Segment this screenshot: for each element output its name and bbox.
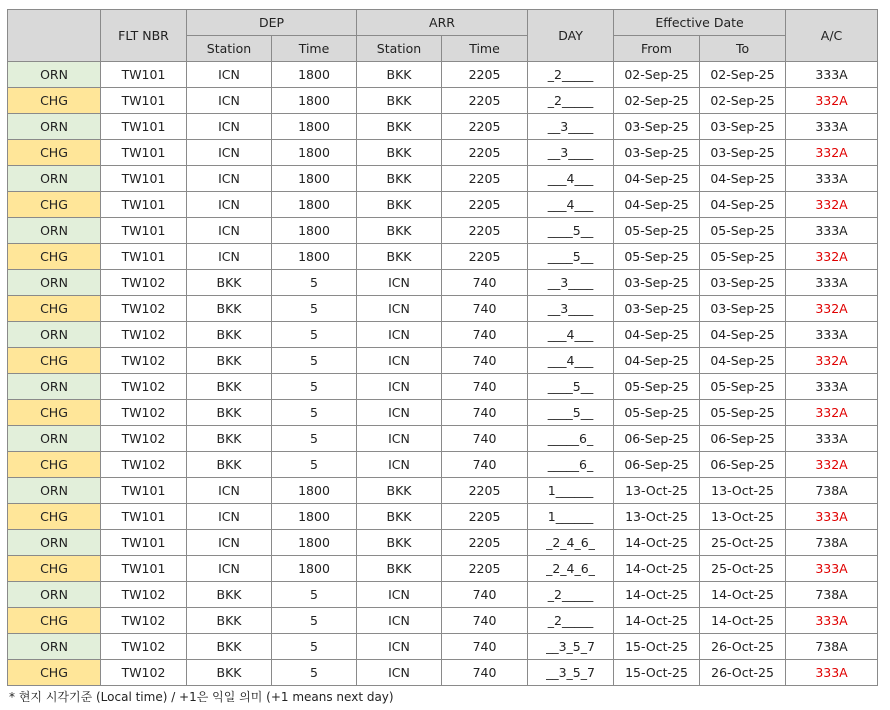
aircraft-cell: 738A — [786, 634, 878, 660]
day-cell: __3____ — [528, 114, 614, 140]
arr-time-cell: 740 — [442, 374, 528, 400]
arr-station-cell: ICN — [357, 322, 442, 348]
dep-time-cell: 5 — [272, 400, 357, 426]
arr-station-cell: BKK — [357, 218, 442, 244]
day-cell: _____6_ — [528, 452, 614, 478]
to-date-cell: 03-Sep-25 — [700, 296, 786, 322]
table-body — [8, 62, 878, 686]
table-row — [8, 530, 878, 556]
dep-time-cell: 1800 — [272, 192, 357, 218]
arr-time-cell: 740 — [442, 426, 528, 452]
arr-time-cell: 740 — [442, 582, 528, 608]
tag-cell: CHG — [8, 504, 101, 530]
day-cell: ___4___ — [528, 348, 614, 374]
dep-time-cell: 1800 — [272, 530, 357, 556]
arr-station-cell: ICN — [357, 400, 442, 426]
aircraft-cell: 333A — [786, 608, 878, 634]
day-cell: _____6_ — [528, 426, 614, 452]
from-date-cell: 13-Oct-25 — [614, 478, 700, 504]
arr-time-cell: 2205 — [442, 62, 528, 88]
from-date-cell: 05-Sep-25 — [614, 244, 700, 270]
aircraft-cell: 332A — [786, 88, 878, 114]
tag-cell: ORN — [8, 322, 101, 348]
dep-station-cell: BKK — [187, 426, 272, 452]
tag-cell: ORN — [8, 166, 101, 192]
arr-station-cell: BKK — [357, 478, 442, 504]
table-row — [8, 140, 878, 166]
tag-cell: ORN — [8, 114, 101, 140]
from-date-cell: 14-Oct-25 — [614, 608, 700, 634]
day-cell: __3_5_7 — [528, 660, 614, 686]
header-arr-station: Station — [357, 36, 442, 62]
table-row — [8, 244, 878, 270]
tag-cell: ORN — [8, 426, 101, 452]
tag-cell: ORN — [8, 374, 101, 400]
to-date-cell: 02-Sep-25 — [700, 62, 786, 88]
day-cell: _2_____ — [528, 582, 614, 608]
flight-number-cell: TW102 — [101, 426, 187, 452]
dep-time-cell: 5 — [272, 582, 357, 608]
arr-station-cell: BKK — [357, 166, 442, 192]
arr-station-cell: ICN — [357, 660, 442, 686]
tag-cell: CHG — [8, 296, 101, 322]
flight-number-cell: TW102 — [101, 348, 187, 374]
header-from: From — [614, 36, 700, 62]
day-cell: ____5__ — [528, 218, 614, 244]
flight-number-cell: TW101 — [101, 478, 187, 504]
dep-time-cell: 5 — [272, 348, 357, 374]
aircraft-cell: 333A — [786, 62, 878, 88]
table-row — [8, 634, 878, 660]
flight-number-cell: TW102 — [101, 270, 187, 296]
table-row — [8, 478, 878, 504]
flight-number-cell: TW102 — [101, 452, 187, 478]
flight-number-cell: TW101 — [101, 244, 187, 270]
arr-time-cell: 740 — [442, 270, 528, 296]
to-date-cell: 13-Oct-25 — [700, 504, 786, 530]
schedule-table — [7, 9, 878, 686]
from-date-cell: 15-Oct-25 — [614, 634, 700, 660]
from-date-cell: 04-Sep-25 — [614, 348, 700, 374]
aircraft-cell: 738A — [786, 478, 878, 504]
aircraft-cell: 333A — [786, 374, 878, 400]
day-cell: 1______ — [528, 504, 614, 530]
day-cell: _2_____ — [528, 62, 614, 88]
arr-time-cell: 2205 — [442, 114, 528, 140]
arr-station-cell: BKK — [357, 62, 442, 88]
aircraft-cell: 332A — [786, 192, 878, 218]
aircraft-cell: 333A — [786, 504, 878, 530]
dep-station-cell: ICN — [187, 88, 272, 114]
aircraft-cell: 332A — [786, 244, 878, 270]
tag-cell: CHG — [8, 452, 101, 478]
table-row — [8, 400, 878, 426]
to-date-cell: 02-Sep-25 — [700, 88, 786, 114]
table-row — [8, 192, 878, 218]
to-date-cell: 13-Oct-25 — [700, 478, 786, 504]
arr-station-cell: ICN — [357, 270, 442, 296]
arr-station-cell: BKK — [357, 140, 442, 166]
arr-station-cell: ICN — [357, 348, 442, 374]
header-arr: ARR — [357, 10, 528, 36]
arr-time-cell: 2205 — [442, 166, 528, 192]
from-date-cell: 05-Sep-25 — [614, 218, 700, 244]
aircraft-cell: 333A — [786, 218, 878, 244]
to-date-cell: 14-Oct-25 — [700, 608, 786, 634]
flight-number-cell: TW101 — [101, 504, 187, 530]
flight-number-cell: TW101 — [101, 166, 187, 192]
arr-time-cell: 740 — [442, 348, 528, 374]
table-row — [8, 166, 878, 192]
table-row — [8, 660, 878, 686]
dep-station-cell: BKK — [187, 608, 272, 634]
day-cell: _2_4_6_ — [528, 530, 614, 556]
footnote: * 현지 시각기준 (Local time) / +1은 익일 의미 (+1 means next day) — [9, 690, 394, 704]
flight-number-cell: TW101 — [101, 556, 187, 582]
header-dep-station: Station — [187, 36, 272, 62]
dep-time-cell: 1800 — [272, 218, 357, 244]
aircraft-cell: 332A — [786, 348, 878, 374]
dep-station-cell: ICN — [187, 218, 272, 244]
flight-number-cell: TW102 — [101, 660, 187, 686]
tag-cell: CHG — [8, 244, 101, 270]
day-cell: _2_____ — [528, 608, 614, 634]
aircraft-cell: 333A — [786, 270, 878, 296]
arr-station-cell: ICN — [357, 374, 442, 400]
to-date-cell: 06-Sep-25 — [700, 452, 786, 478]
dep-time-cell: 1800 — [272, 166, 357, 192]
header-day: DAY — [528, 10, 614, 62]
aircraft-cell: 332A — [786, 452, 878, 478]
arr-time-cell: 740 — [442, 634, 528, 660]
dep-time-cell: 5 — [272, 634, 357, 660]
flight-number-cell: TW102 — [101, 374, 187, 400]
table-row — [8, 322, 878, 348]
tag-cell: CHG — [8, 88, 101, 114]
tag-cell: ORN — [8, 634, 101, 660]
arr-station-cell: BKK — [357, 114, 442, 140]
arr-time-cell: 2205 — [442, 556, 528, 582]
to-date-cell: 25-Oct-25 — [700, 556, 786, 582]
tag-cell: CHG — [8, 348, 101, 374]
from-date-cell: 02-Sep-25 — [614, 88, 700, 114]
flight-number-cell: TW102 — [101, 296, 187, 322]
day-cell: __3____ — [528, 140, 614, 166]
from-date-cell: 14-Oct-25 — [614, 530, 700, 556]
aircraft-cell: 332A — [786, 400, 878, 426]
day-cell: ___4___ — [528, 322, 614, 348]
aircraft-cell: 333A — [786, 166, 878, 192]
dep-time-cell: 5 — [272, 322, 357, 348]
dep-time-cell: 5 — [272, 374, 357, 400]
aircraft-cell: 333A — [786, 426, 878, 452]
day-cell: 1______ — [528, 478, 614, 504]
dep-station-cell: BKK — [187, 452, 272, 478]
dep-time-cell: 1800 — [272, 556, 357, 582]
to-date-cell: 04-Sep-25 — [700, 166, 786, 192]
flight-number-cell: TW102 — [101, 582, 187, 608]
arr-station-cell: BKK — [357, 556, 442, 582]
table-row — [8, 218, 878, 244]
day-cell: _2_____ — [528, 88, 614, 114]
header-dep: DEP — [187, 10, 357, 36]
tag-cell: CHG — [8, 556, 101, 582]
tag-cell: CHG — [8, 660, 101, 686]
table-row — [8, 62, 878, 88]
arr-time-cell: 2205 — [442, 530, 528, 556]
to-date-cell: 14-Oct-25 — [700, 582, 786, 608]
aircraft-cell: 332A — [786, 296, 878, 322]
aircraft-cell: 332A — [786, 140, 878, 166]
arr-time-cell: 2205 — [442, 218, 528, 244]
dep-time-cell: 5 — [272, 608, 357, 634]
dep-station-cell: BKK — [187, 270, 272, 296]
day-cell: ____5__ — [528, 374, 614, 400]
arr-station-cell: BKK — [357, 530, 442, 556]
day-cell: __3____ — [528, 270, 614, 296]
dep-time-cell: 1800 — [272, 114, 357, 140]
header-ac: A/C — [786, 10, 878, 62]
tag-cell: ORN — [8, 582, 101, 608]
arr-time-cell: 2205 — [442, 140, 528, 166]
dep-station-cell: ICN — [187, 114, 272, 140]
tag-cell: ORN — [8, 530, 101, 556]
aircraft-cell: 333A — [786, 556, 878, 582]
day-cell: __3_5_7 — [528, 634, 614, 660]
to-date-cell: 05-Sep-25 — [700, 400, 786, 426]
table-row — [8, 88, 878, 114]
table-row — [8, 504, 878, 530]
tag-cell: ORN — [8, 218, 101, 244]
flight-number-cell: TW101 — [101, 140, 187, 166]
table-row — [8, 296, 878, 322]
dep-station-cell: BKK — [187, 322, 272, 348]
tag-cell: CHG — [8, 192, 101, 218]
tag-cell: CHG — [8, 608, 101, 634]
to-date-cell: 05-Sep-25 — [700, 244, 786, 270]
arr-time-cell: 740 — [442, 296, 528, 322]
arr-time-cell: 740 — [442, 660, 528, 686]
table-row — [8, 348, 878, 374]
dep-station-cell: BKK — [187, 660, 272, 686]
arr-time-cell: 740 — [442, 452, 528, 478]
aircraft-cell: 333A — [786, 322, 878, 348]
header-to: To — [700, 36, 786, 62]
tag-cell: ORN — [8, 62, 101, 88]
arr-station-cell: BKK — [357, 504, 442, 530]
arr-station-cell: ICN — [357, 608, 442, 634]
dep-time-cell: 1800 — [272, 478, 357, 504]
from-date-cell: 05-Sep-25 — [614, 400, 700, 426]
arr-station-cell: BKK — [357, 192, 442, 218]
from-date-cell: 02-Sep-25 — [614, 62, 700, 88]
from-date-cell: 15-Oct-25 — [614, 660, 700, 686]
from-date-cell: 03-Sep-25 — [614, 296, 700, 322]
from-date-cell: 04-Sep-25 — [614, 192, 700, 218]
flight-number-cell: TW101 — [101, 114, 187, 140]
arr-time-cell: 2205 — [442, 88, 528, 114]
day-cell: ____5__ — [528, 400, 614, 426]
flight-number-cell: TW101 — [101, 218, 187, 244]
aircraft-cell: 333A — [786, 114, 878, 140]
table-row — [8, 426, 878, 452]
dep-station-cell: BKK — [187, 400, 272, 426]
dep-station-cell: ICN — [187, 556, 272, 582]
to-date-cell: 26-Oct-25 — [700, 634, 786, 660]
day-cell: ____5__ — [528, 244, 614, 270]
dep-station-cell: BKK — [187, 296, 272, 322]
to-date-cell: 04-Sep-25 — [700, 322, 786, 348]
table-row — [8, 374, 878, 400]
tag-cell: CHG — [8, 140, 101, 166]
table-row — [8, 582, 878, 608]
table-row — [8, 270, 878, 296]
header-flt-nbr: FLT NBR — [101, 10, 187, 62]
table-row — [8, 556, 878, 582]
day-cell: ___4___ — [528, 192, 614, 218]
flight-number-cell: TW101 — [101, 530, 187, 556]
arr-station-cell: ICN — [357, 296, 442, 322]
from-date-cell: 05-Sep-25 — [614, 374, 700, 400]
dep-station-cell: BKK — [187, 582, 272, 608]
day-cell: _2_4_6_ — [528, 556, 614, 582]
dep-station-cell: ICN — [187, 530, 272, 556]
dep-time-cell: 1800 — [272, 504, 357, 530]
flight-number-cell: TW101 — [101, 88, 187, 114]
arr-time-cell: 2205 — [442, 244, 528, 270]
table-row — [8, 608, 878, 634]
tag-cell: ORN — [8, 270, 101, 296]
flight-number-cell: TW102 — [101, 400, 187, 426]
to-date-cell: 03-Sep-25 — [700, 270, 786, 296]
dep-time-cell: 5 — [272, 296, 357, 322]
arr-time-cell: 2205 — [442, 192, 528, 218]
dep-time-cell: 5 — [272, 660, 357, 686]
to-date-cell: 05-Sep-25 — [700, 218, 786, 244]
arr-station-cell: BKK — [357, 244, 442, 270]
arr-time-cell: 2205 — [442, 504, 528, 530]
from-date-cell: 03-Sep-25 — [614, 270, 700, 296]
arr-time-cell: 740 — [442, 322, 528, 348]
from-date-cell: 06-Sep-25 — [614, 452, 700, 478]
to-date-cell: 26-Oct-25 — [700, 660, 786, 686]
to-date-cell: 25-Oct-25 — [700, 530, 786, 556]
from-date-cell: 14-Oct-25 — [614, 582, 700, 608]
header-arr-time: Time — [442, 36, 528, 62]
dep-time-cell: 1800 — [272, 140, 357, 166]
dep-station-cell: ICN — [187, 62, 272, 88]
arr-station-cell: BKK — [357, 88, 442, 114]
dep-station-cell: ICN — [187, 504, 272, 530]
arr-time-cell: 740 — [442, 608, 528, 634]
dep-time-cell: 1800 — [272, 88, 357, 114]
dep-station-cell: BKK — [187, 348, 272, 374]
arr-station-cell: ICN — [357, 452, 442, 478]
from-date-cell: 13-Oct-25 — [614, 504, 700, 530]
from-date-cell: 04-Sep-25 — [614, 322, 700, 348]
dep-time-cell: 1800 — [272, 62, 357, 88]
dep-station-cell: ICN — [187, 192, 272, 218]
from-date-cell: 14-Oct-25 — [614, 556, 700, 582]
dep-time-cell: 1800 — [272, 244, 357, 270]
tag-cell: ORN — [8, 478, 101, 504]
arr-station-cell: ICN — [357, 426, 442, 452]
flight-number-cell: TW102 — [101, 322, 187, 348]
arr-station-cell: ICN — [357, 582, 442, 608]
arr-time-cell: 740 — [442, 400, 528, 426]
table-row — [8, 452, 878, 478]
dep-station-cell: BKK — [187, 634, 272, 660]
tag-cell: CHG — [8, 400, 101, 426]
day-cell: __3____ — [528, 296, 614, 322]
from-date-cell: 03-Sep-25 — [614, 140, 700, 166]
dep-station-cell: ICN — [187, 166, 272, 192]
flight-number-cell: TW101 — [101, 62, 187, 88]
flight-number-cell: TW102 — [101, 634, 187, 660]
dep-station-cell: ICN — [187, 244, 272, 270]
from-date-cell: 06-Sep-25 — [614, 426, 700, 452]
table-header — [8, 10, 878, 62]
to-date-cell: 06-Sep-25 — [700, 426, 786, 452]
flight-number-cell: TW102 — [101, 608, 187, 634]
aircraft-cell: 333A — [786, 660, 878, 686]
to-date-cell: 03-Sep-25 — [700, 140, 786, 166]
dep-time-cell: 5 — [272, 452, 357, 478]
aircraft-cell: 738A — [786, 530, 878, 556]
to-date-cell: 04-Sep-25 — [700, 348, 786, 374]
to-date-cell: 03-Sep-25 — [700, 114, 786, 140]
arr-station-cell: ICN — [357, 634, 442, 660]
from-date-cell: 04-Sep-25 — [614, 166, 700, 192]
dep-station-cell: ICN — [187, 140, 272, 166]
header-effective-date: Effective Date — [614, 10, 786, 36]
dep-station-cell: ICN — [187, 478, 272, 504]
day-cell: ___4___ — [528, 166, 614, 192]
dep-time-cell: 5 — [272, 270, 357, 296]
header-tag — [8, 10, 101, 62]
to-date-cell: 04-Sep-25 — [700, 192, 786, 218]
arr-time-cell: 2205 — [442, 478, 528, 504]
dep-station-cell: BKK — [187, 374, 272, 400]
header-dep-time: Time — [272, 36, 357, 62]
from-date-cell: 03-Sep-25 — [614, 114, 700, 140]
table-row — [8, 114, 878, 140]
dep-time-cell: 5 — [272, 426, 357, 452]
aircraft-cell: 738A — [786, 582, 878, 608]
flight-number-cell: TW101 — [101, 192, 187, 218]
to-date-cell: 05-Sep-25 — [700, 374, 786, 400]
